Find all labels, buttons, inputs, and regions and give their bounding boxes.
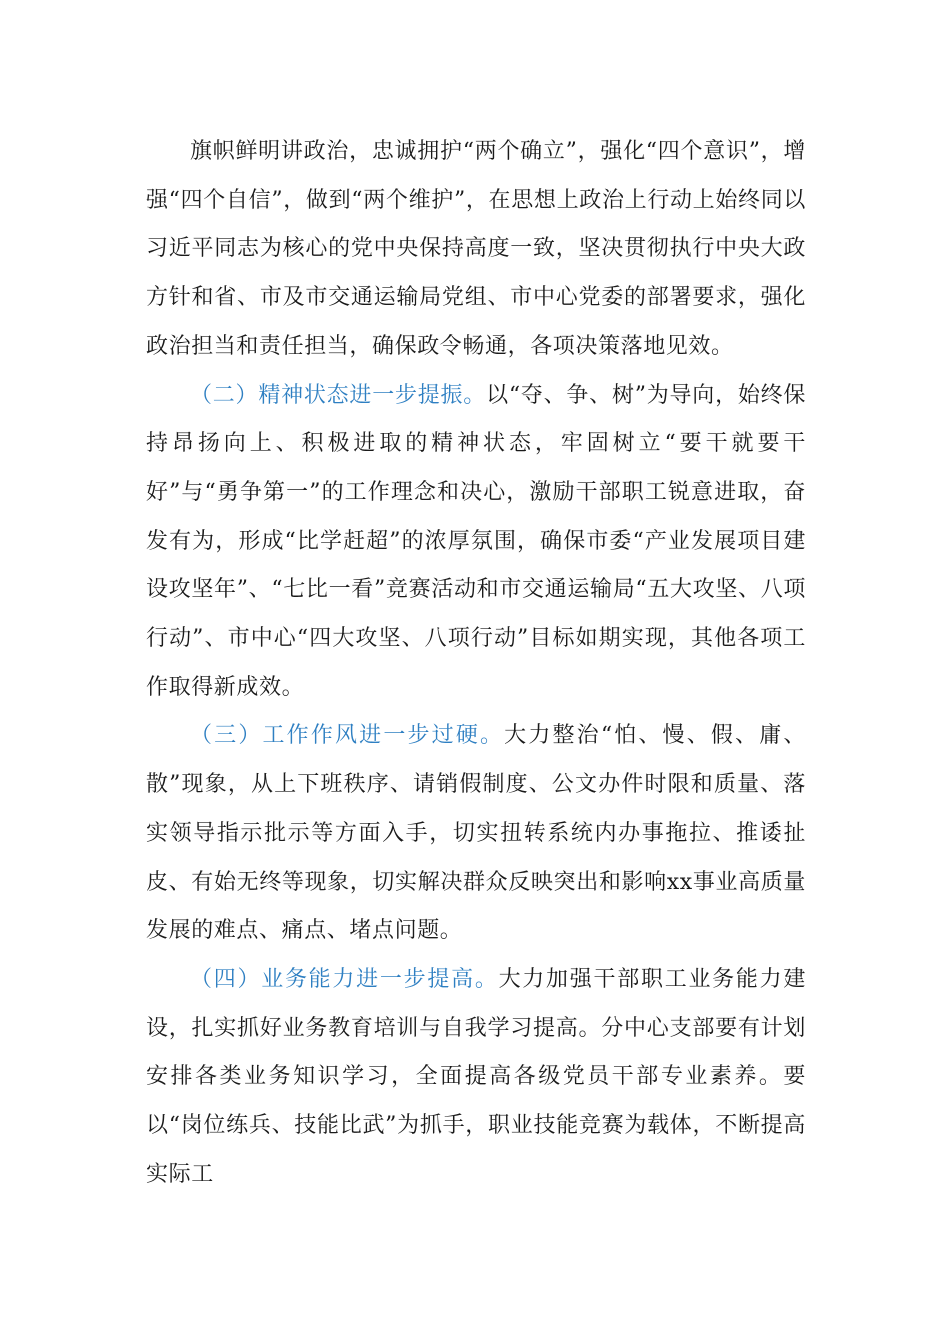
- paragraph-4-text: 大力加强干部职工业务能力建设，扎实抓好业务教育培训与自我学习提高。分中心支部要有计划安排各类业务知识学习，全面提高各级党员干部专业素养。要以“岗位练兵、技能比武”为抓手，职业技能竞赛为载体，不断提高实际工: [146, 966, 806, 1187]
- paragraph-3: [146, 712, 806, 956]
- paragraph-2-heading: （二）精神状态进一步提振。: [190, 382, 487, 408]
- paragraph-3-text: 大力整治“怕、慢、假、庸、散”现象，从上下班秩序、请销假制度、公文办件时限和质量、落实领导指示批示等方面入手，切实扭转系统内办事拖拉、推诿扯皮、有始无终等现象，切实解决群众反映突出和影响xx事业高质量发展的难点、痛点、堵点问题。: [146, 723, 806, 944]
- paragraph-4-heading: （四）业务能力进一步提高。: [190, 966, 499, 992]
- paragraph-2-text: 以“夺、争、树”为导向，始终保持昂扬向上、积极进取的精神状态，牢固树立“要干就要干好”与“勇争第一”的工作理念和决心，激励干部职工锐意进取，奋发有为，形成“比学赶超”的浓厚氛围，确保市委“产业发展项目建设攻坚年”、“七比一看”竞赛活动和市交通运输局“五大攻坚、八项行动”、市中心“四大攻坚、八项行动”目标如期实现，其他各项工作取得新成效。: [146, 382, 806, 700]
- document-body: [146, 128, 806, 1199]
- paragraph-2: [146, 372, 806, 713]
- paragraph-1-text: 旗帜鲜明讲政治，忠诚拥护“两个确立”，强化“四个意识”，增强“四个自信”，做到“两个维护”，在思想上政治上行动上始终同以习近平同志为核心的党中央保持高度一致，坚决贯彻执行中央大政方针和省、市及市交通运输局党组、市中心党委的部署要求，强化政治担当和责任担当，确保政令畅通，各项决策落地见效。: [146, 139, 806, 359]
- paragraph-1: [146, 128, 806, 372]
- paragraph-4: [146, 956, 806, 1200]
- paragraph-3-heading: （三）工作作风进一步过硬。: [190, 723, 505, 749]
